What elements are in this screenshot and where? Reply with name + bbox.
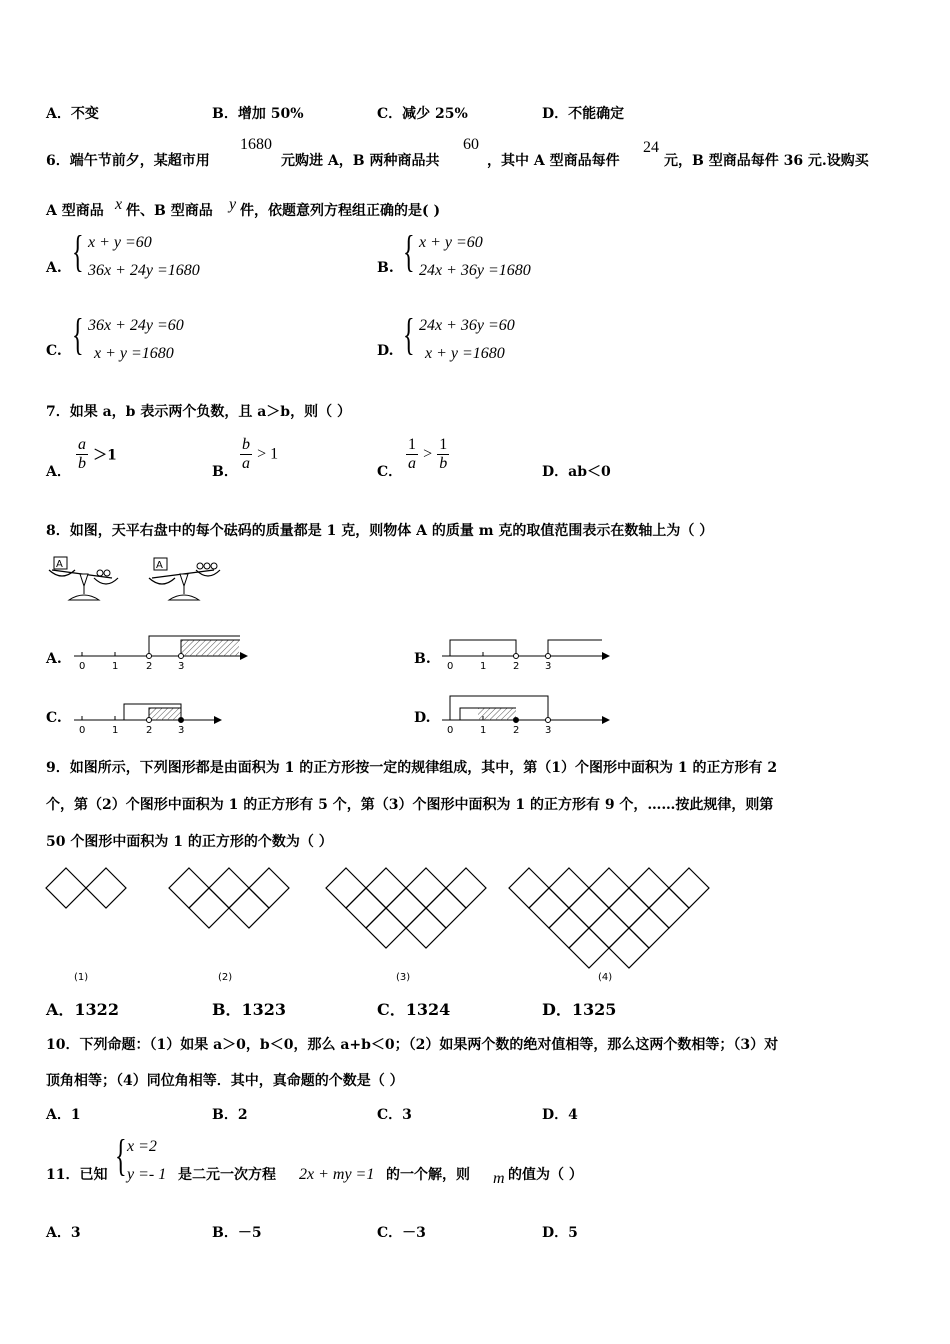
balance-2-box-label: A: [156, 560, 163, 571]
q8-stem: 8．如图，天平右盘中的每个砝码的质量都是 1 克，则物体 A 的质量 m 克的取值范围表示在数轴上为（ ）: [46, 523, 714, 539]
tick-2: 2: [146, 725, 153, 736]
q6-a-brace: {: [72, 227, 84, 276]
pattern-figure-4: [509, 868, 709, 968]
tick-0: 0: [79, 725, 86, 736]
q8-option-c-label: C.: [46, 710, 62, 726]
q6-count-60: 60: [463, 136, 479, 153]
tick-1: 1: [480, 725, 487, 736]
q9-stem-line1: 9．如图所示，下列图形都是由面积为 1 的正方形按一定的规律组成，其中，第（1）个图形中面积为 1 的正方形有 2: [46, 760, 778, 776]
q7-b-numerator: b: [242, 436, 250, 453]
q7-c-numerator-2: 1: [439, 436, 448, 453]
tick-0: 0: [447, 725, 454, 736]
q6-option-a-label: A.: [46, 260, 62, 276]
balance-scale-2: [149, 558, 220, 600]
q9-option-c: C．1324: [377, 1000, 451, 1019]
q6-option-d-label: D.: [377, 343, 394, 359]
q6-stem-part7: 件，依题意列方程组正确的是( ): [240, 203, 441, 219]
q6-var-y: y: [229, 196, 237, 213]
q11-option-a: A．3: [46, 1225, 81, 1241]
q6-c-eq2: x + y =1680: [94, 345, 174, 362]
q6-stem-part5: A 型商品: [46, 203, 104, 219]
q11-stem-post: 的一个解，则: [386, 1167, 470, 1183]
q9-option-d: D．1325: [542, 1000, 617, 1019]
q10-option-d: D．4: [542, 1107, 578, 1123]
pattern-caption-1: (1): [74, 972, 89, 983]
q8-option-a-label: A.: [46, 651, 62, 667]
q7-option-a-label: A．: [46, 464, 71, 480]
q5-option-d: D．不能确定: [542, 106, 625, 122]
tick-3: 3: [178, 661, 185, 672]
q6-stem-part4: 元，B 型商品每件 36 元.设购买: [664, 153, 869, 169]
pattern-caption-4: (4): [598, 972, 613, 983]
tick-2: 2: [513, 661, 520, 672]
q7-b-denominator: a: [242, 455, 250, 472]
q7-option-c-fraction: [406, 436, 449, 473]
q7-stem: 7．如果 a，b 表示两个负数，且 a＞b，则（ ）: [46, 404, 351, 420]
q9-stem-line2: 个，第（2）个图形中面积为 1 的正方形有 5 个，第（3）个图形中面积为 1 的正方形有 9 个，……按此规律，则第: [46, 797, 774, 813]
q11-option-d: D．5: [542, 1225, 578, 1241]
q11-var-m: m: [493, 1170, 505, 1187]
q6-c-brace: {: [72, 310, 84, 359]
pattern-figure-3: [326, 868, 486, 948]
q7-b-relation: > 1: [257, 445, 279, 463]
q7-option-b-label: B．: [212, 464, 238, 480]
q7-a-numerator: a: [78, 436, 86, 453]
q8-option-b-label: B.: [414, 651, 431, 667]
q5-option-c: C．减少 25%: [377, 106, 468, 122]
q9-option-b: B．1323: [212, 1000, 287, 1019]
q10-option-a: A．1: [46, 1107, 81, 1123]
q9-pattern-figure: [40, 858, 720, 988]
tick-1: 1: [480, 661, 487, 672]
pattern-figure-1: [46, 868, 126, 908]
q6-option-c-label: C.: [46, 343, 62, 359]
q6-b-brace: {: [403, 227, 415, 276]
q10-option-b: B．2: [212, 1107, 248, 1123]
q6-stem-part2: 元购进 A，B 两种商品共: [281, 153, 440, 169]
q6-stem-part1: 6．端午节前夕，某超市用: [46, 153, 210, 169]
q6-b-eq2: 24x + 36y =1680: [419, 262, 531, 279]
q5-option-a: A．不变: [46, 106, 99, 122]
q6-stem-part6: 件、B 型商品: [126, 203, 213, 219]
q6-c-eq1: 36x + 24y =60: [88, 317, 184, 334]
q9-stem-line3: 50 个图形中面积为 1 的正方形的个数为（ ）: [46, 834, 333, 850]
pattern-caption-2: (2): [218, 972, 233, 983]
q7-option-c-label: C．: [377, 464, 403, 480]
q7-c-numerator-1: 1: [408, 436, 416, 453]
tick-1: 1: [112, 661, 119, 672]
q8-option-b-numberline: [440, 632, 620, 672]
tick-0: 0: [447, 661, 454, 672]
q11-stem-end: 的值为（ ）: [508, 1167, 583, 1183]
q11-solution-x: x =2: [127, 1138, 157, 1155]
q10-stem-line1: 10．下列命题：（1）如果 a＞0，b＜0，那么 a+b＜0；（2）如果两个数的绝对值相等，那么这两个数相等；（3）对: [46, 1037, 779, 1053]
q6-a-eq2: 36x + 24y =1680: [88, 262, 200, 279]
balance-scale-1: [49, 557, 118, 600]
tick-2: 2: [146, 661, 153, 672]
q11-option-b: B．－5: [212, 1225, 262, 1241]
q6-stem-part3: ，其中 A 型商品每件: [487, 153, 620, 169]
q7-a-relation: ＞1: [93, 447, 117, 464]
q7-a-denominator: b: [78, 455, 86, 472]
tick-3: 3: [178, 725, 185, 736]
tick-2: 2: [513, 725, 520, 736]
q11-solution-y: y =- 1: [127, 1166, 167, 1183]
q8-option-a-numberline: [72, 632, 252, 672]
q11-equation: 2x + my =1: [299, 1166, 375, 1183]
q8-option-d-label: D.: [414, 710, 431, 726]
q6-b-eq1: x + y =60: [419, 234, 483, 251]
tick-3: 3: [545, 661, 552, 672]
q11-brace: {: [115, 1131, 127, 1180]
q6-price-24: 24: [643, 139, 659, 156]
q10-option-c: C．3: [377, 1107, 412, 1123]
q6-amount-1680: 1680: [240, 136, 272, 153]
q6-var-x: x: [115, 196, 123, 213]
q8-balance-figure: [44, 552, 224, 608]
tick-1: 1: [112, 725, 119, 736]
q7-option-a-fraction: [76, 436, 117, 473]
q7-option-b-fraction: [240, 436, 278, 473]
q11-option-c: C．－3: [377, 1225, 426, 1241]
q6-d-eq1: 24x + 36y =60: [419, 317, 515, 334]
q6-d-brace: {: [403, 310, 415, 359]
q8-option-d-numberline: [440, 690, 620, 736]
q9-option-a: A．1322: [46, 1000, 119, 1019]
q5-option-b: B．增加 50%: [212, 106, 304, 122]
q7-c-relation: >: [423, 445, 433, 463]
balance-1-box-label: A: [56, 559, 63, 570]
q6-a-eq1: x + y =60: [88, 234, 152, 251]
q6-option-b-label: B.: [377, 260, 394, 276]
q7-option-d: D．ab＜0: [542, 464, 611, 480]
q10-stem-line2: 顶角相等；（4）同位角相等．其中，真命题的个数是（ ）: [46, 1073, 404, 1089]
q7-c-denominator-2: b: [439, 455, 448, 472]
pattern-caption-3: (3): [396, 972, 411, 983]
q7-c-denominator-1: a: [408, 455, 416, 472]
q8-option-c-numberline: [72, 696, 232, 736]
tick-0: 0: [79, 661, 86, 672]
pattern-figure-2: [169, 868, 289, 928]
q11-stem-mid: 是二元一次方程: [178, 1167, 276, 1183]
q11-stem-prefix: 11．已知: [46, 1167, 108, 1183]
q6-d-eq2: x + y =1680: [425, 345, 505, 362]
tick-3: 3: [545, 725, 552, 736]
